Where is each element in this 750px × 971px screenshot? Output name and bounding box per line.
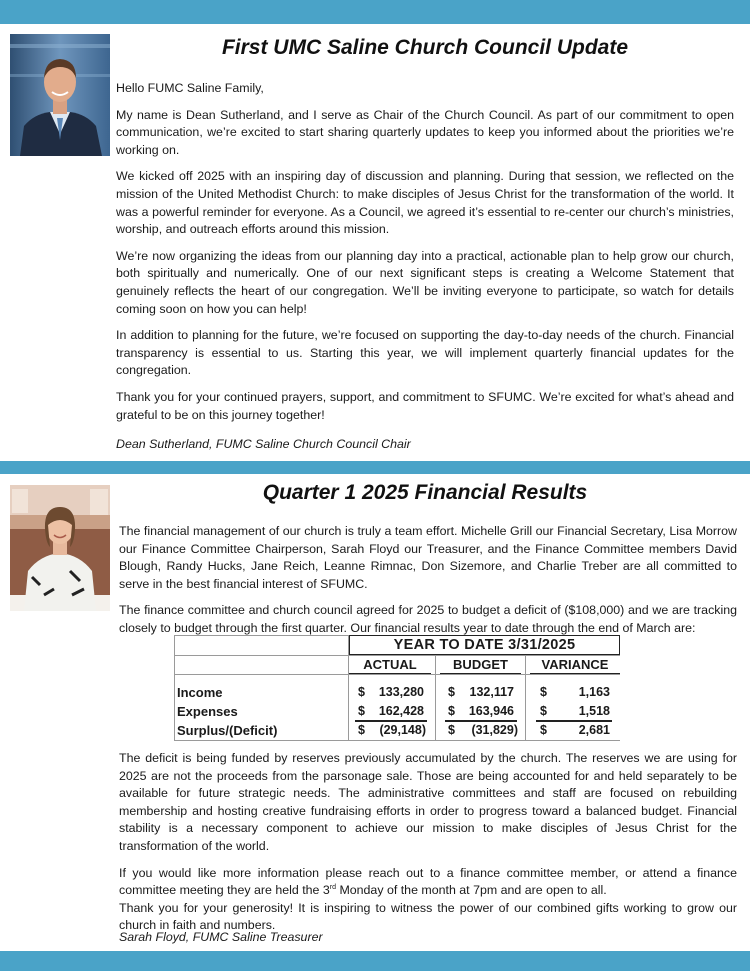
surplus-variance: 2,681 (578, 723, 610, 737)
sum-underline (536, 720, 612, 722)
sum-underline (355, 720, 427, 722)
financial-intro-text (119, 523, 737, 647)
meeting-info (119, 865, 737, 900)
paragraph: My name is Dean Sutherland, and I serve as Chair of the Church Council. As part of our commitment to open communication, we’re excited to start sharing quarterly updates to keep you informed about the priorities we’re working on. (116, 107, 734, 157)
column-header-variance: VARIANCE (530, 656, 620, 674)
section-divider (0, 461, 750, 474)
paragraph: We’re now organizing the ideas from our planning day into a practical, actionable plan to help grow our church, both spiritually and numerically. One of our next significant steps is creating a Welcome Statement that genuinely reflects the heart of our congregation. We’ll be inviting everyone to participate, so watch for details coming soon on how you can help! (116, 248, 734, 316)
council-update-body (116, 80, 734, 433)
row-label-surplus-deficit: Surplus/(Deficit) (177, 723, 278, 738)
currency-symbol: $ (358, 723, 365, 737)
currency-symbol: $ (540, 723, 547, 737)
grid-line (525, 655, 526, 741)
greeting: Hello FUMC Saline Family, (116, 81, 264, 95)
paragraph: The financial management of our church is truly a team effort. Michelle Grill our Financial Secretary, Lisa Morrow our Finance Committee Chairperson, Sarah Floyd our Treasurer, and the Finance Committee members David Blough, Randy Hucks, Jane Reich, Leanne Rimnac, Don Sizemore, and Charlie Treber are all committed to serve in the best financial interest of SFUMC. (119, 524, 737, 591)
paragraph: Thank you for your continued prayers, support, and commitment to SFUMC. We’re excited for what’s ahead and grateful to be on this journey together! (116, 389, 734, 422)
bottom-banner (0, 951, 750, 971)
currency-symbol: $ (540, 704, 547, 718)
dean-sutherland-photo (10, 34, 110, 156)
table-header: YEAR TO DATE 3/31/2025 (349, 635, 620, 655)
currency-symbol: $ (358, 704, 365, 718)
grid-line (174, 635, 175, 741)
council-chair-signature: Dean Sutherland, FUMC Saline Church Council Chair (116, 437, 411, 451)
paragraph: We kicked off 2025 with an inspiring day of discussion and planning. During that session, we reflected on the mission of the United Methodist Church: to make disciples of Jesus Christ for the transformation of the world. It was a powerful reminder for everyone. As a Council, we agreed it’s essential to re-center our church’s ministries, worship, and outreach efforts around this mission. (116, 169, 734, 237)
meeting-text: If you would like more information please reach out to a finance committee member, or attend a finance committee meeting they are held the 3 (119, 865, 737, 898)
column-header-actual: ACTUAL (349, 656, 431, 674)
currency-symbol: $ (448, 685, 455, 699)
financial-results-title: Quarter 1 2025 Financial Results (262, 481, 588, 504)
paragraph: In addition to planning for the future, we’re focused on supporting the day-to-day needs of the church. Financial transparency is essential to us. Starting this year, we will implement quarterly financial updates for the congregation. (116, 328, 734, 378)
income-budget: 132,117 (469, 685, 514, 699)
paragraph: The finance committee and church council agreed for 2025 to budget a deficit of ($108,000) and we are tracking closely to budget through the first quarter. Our financial results year to date through the end of March are: (119, 603, 737, 635)
sum-underline (445, 720, 517, 722)
surplus-budget: (31,829) (471, 723, 518, 737)
financial-closing-text (119, 750, 737, 944)
expenses-actual: 162,428 (378, 704, 424, 718)
expenses-budget: 163,946 (468, 704, 514, 718)
income-actual: 133,280 (378, 685, 424, 699)
row-label-income: Income (177, 685, 223, 700)
treasurer-signature: Sarah Floyd, FUMC Saline Treasurer (119, 930, 323, 944)
row-label-expenses: Expenses (177, 704, 238, 719)
financial-results-table (174, 635, 620, 741)
expenses-variance: 1,518 (578, 704, 610, 718)
currency-symbol: $ (358, 685, 365, 699)
top-banner (0, 0, 750, 24)
grid-line (435, 655, 436, 741)
surplus-actual: (29,148) (379, 723, 426, 737)
currency-symbol: $ (448, 723, 455, 737)
currency-symbol: $ (540, 685, 547, 699)
thanks-paragraph: Thank you for your generosity! It is inspiring to witness the power of our combined gifts working to grow our church in faith and numbers. (119, 900, 737, 933)
grid-line (174, 674, 620, 675)
column-header-budget: BUDGET (440, 656, 521, 674)
council-update-title: First UMC Saline Church Council Update (221, 36, 629, 59)
income-variance: 1,163 (578, 685, 610, 699)
meeting-text-end: Monday of the month at 7pm and are open to all. (336, 883, 607, 898)
ordinal-suffix: rd (329, 884, 336, 892)
grid-line (174, 740, 620, 741)
sarah-floyd-photo (10, 485, 110, 611)
paragraph: The deficit is being funded by reserves previously accumulated by the church. The reserves we are using for 2025 are not the proceeds from the parsonage sale. Those are being accounted for and held separately to be available for future strategic needs. The administrative committees and staff are focused on rebuilding membership and hosting creative fundraising efforts in order to progress toward a balanced budget. Financial stability is a necessary component to achieve our mission to make disciples of Jesus Christ for the transformation of the world. (119, 751, 737, 853)
currency-symbol: $ (448, 704, 455, 718)
